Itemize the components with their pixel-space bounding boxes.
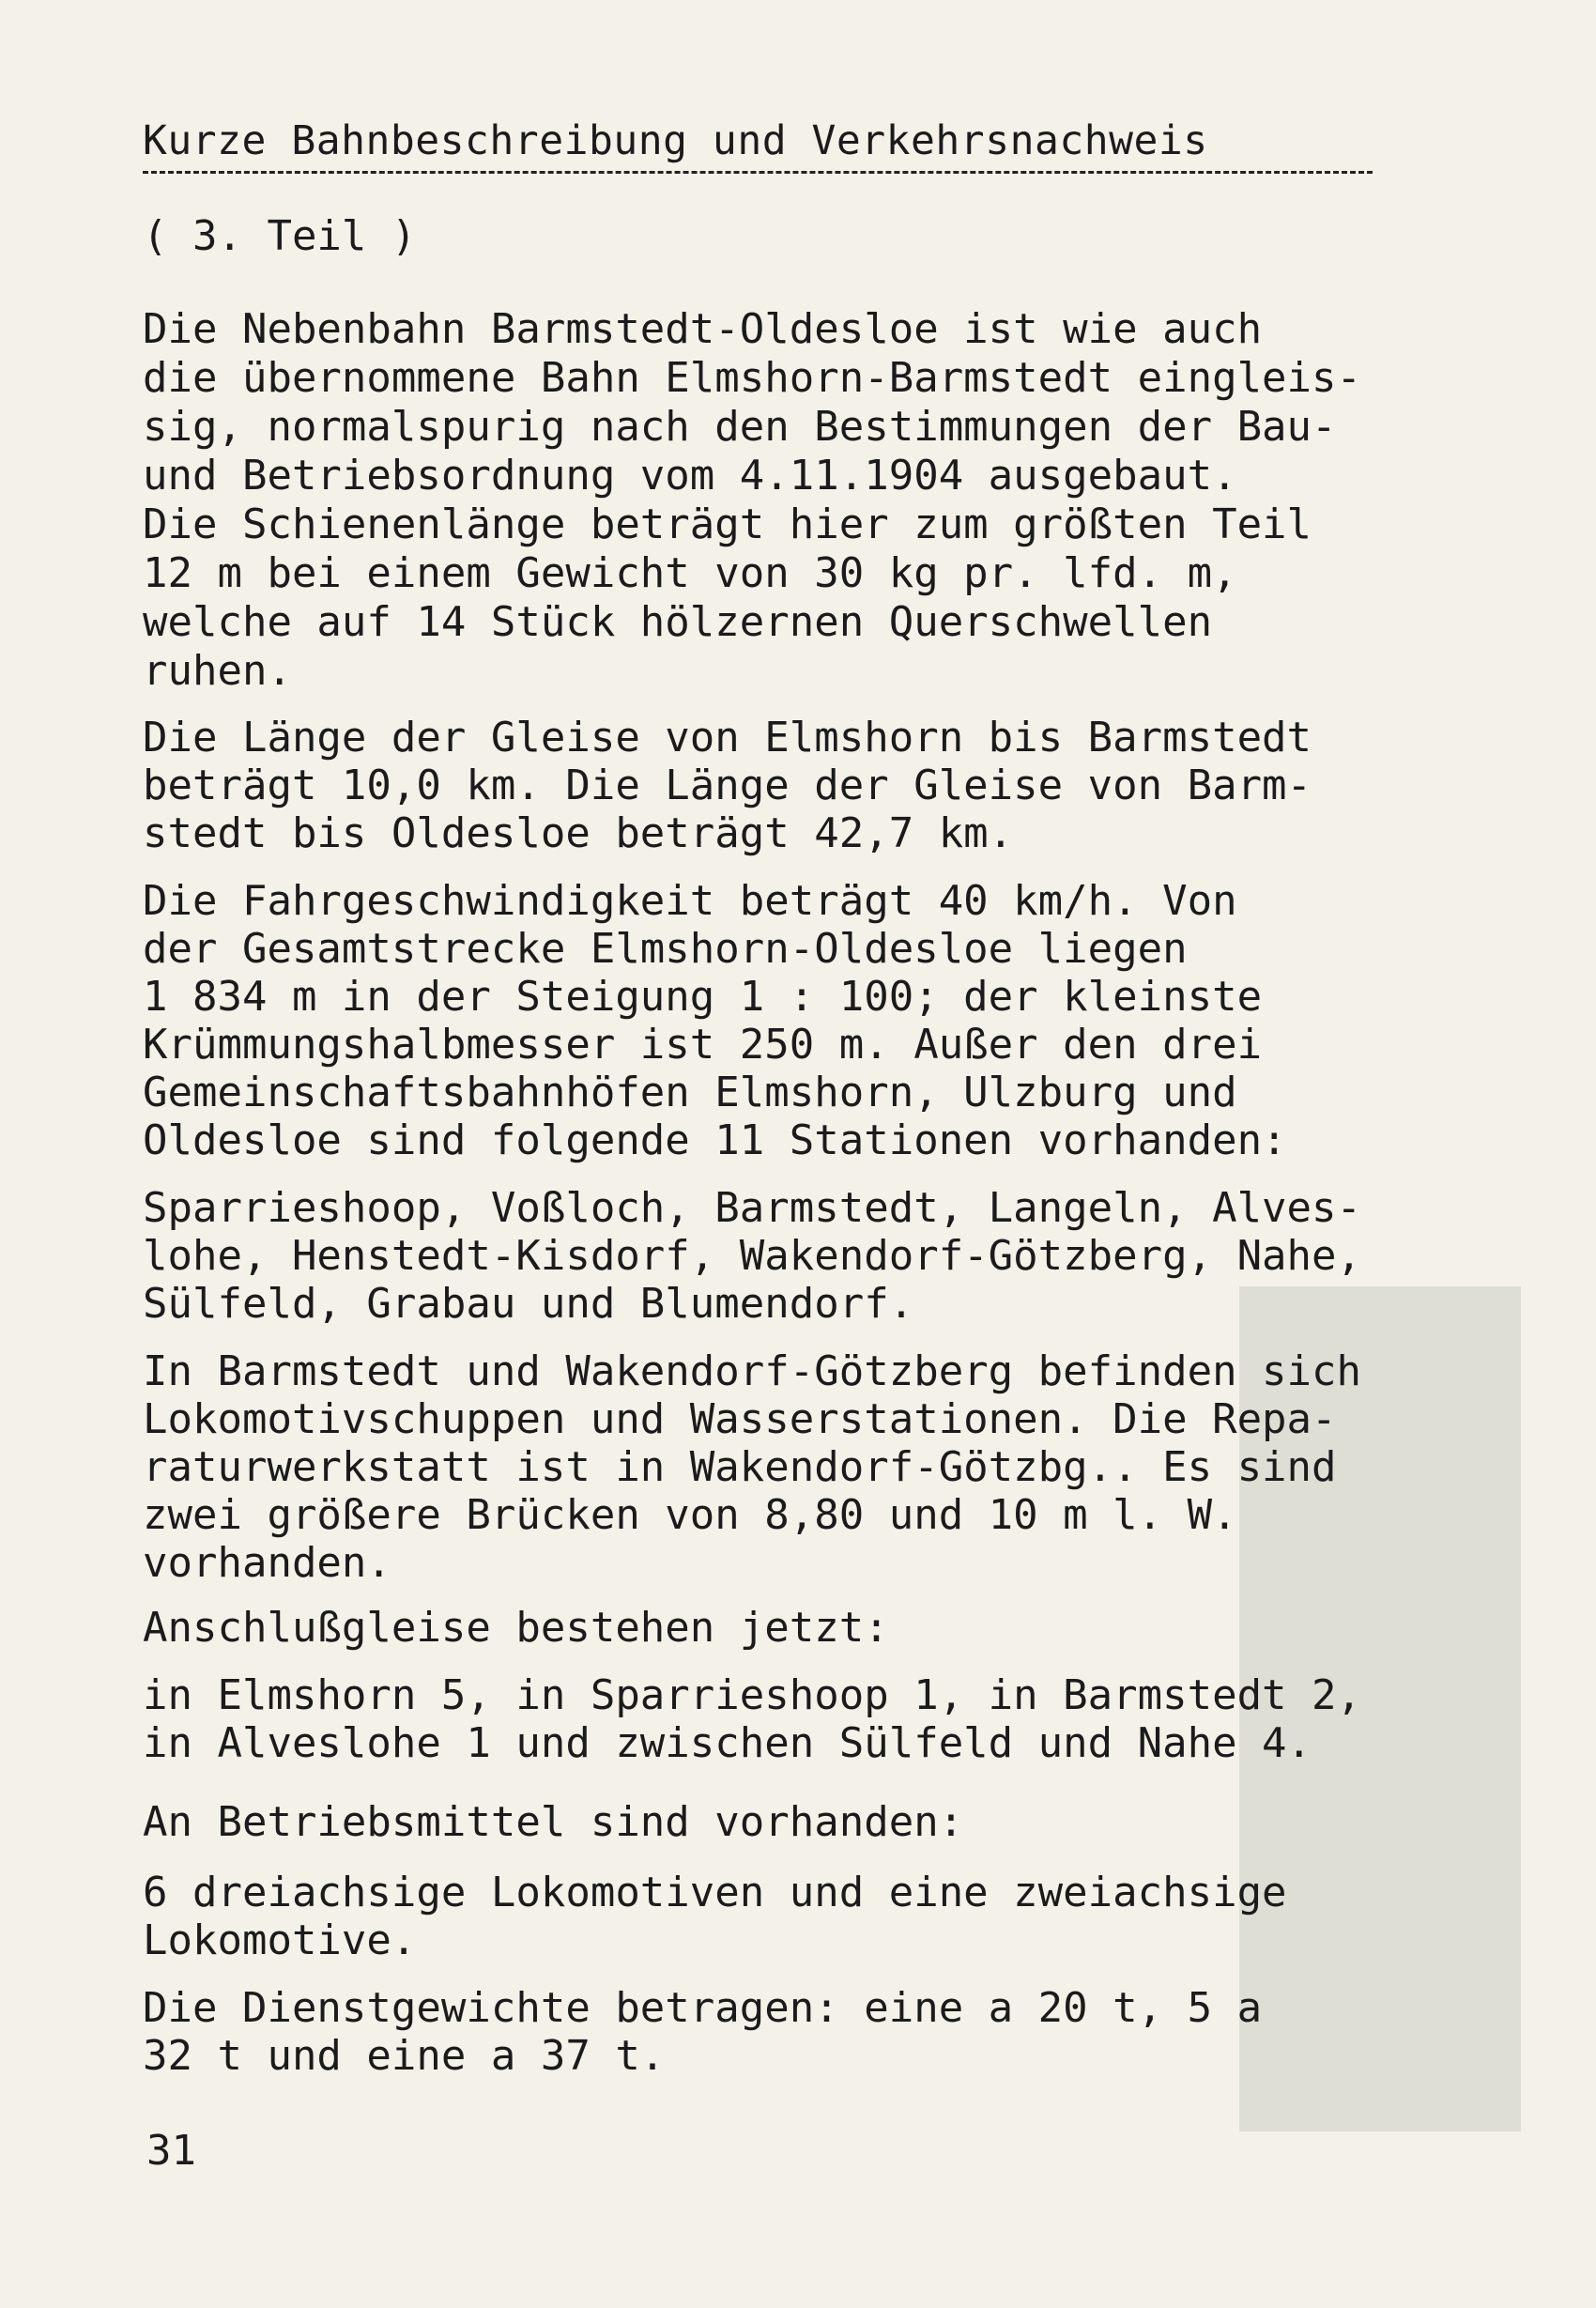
paragraph-1-line-6: 12 m bei einem Gewicht von 30 kg pr. lfd. m, [143,549,1237,597]
paragraph-8-line-1: An Betriebsmittel sind vorhanden: [143,1798,964,1846]
paragraph-7-line-1: in Elmshorn 5, in Sparrieshoop 1, in Barmstedt 2, [143,1671,1362,1719]
paragraph-1-line-4: und Betriebsordnung vom 4.11.1904 ausgebaut. [143,452,1237,500]
paragraph-3-line-6: Oldesloe sind folgende 11 Stationen vorhanden: [143,1116,1287,1164]
paragraph-10-line-1: Die Dienstgewichte betragen: eine a 20 t, 5 a [143,1984,1263,2032]
paragraph-5-line-2: Lokomotivschuppen und Wasserstationen. Die Repa- [143,1395,1337,1443]
paragraph-3-line-3: 1 834 m in der Steigung 1 : 100; der kleinste [143,973,1263,1021]
paragraph-1-line-7: welche auf 14 Stück hölzernen Querschwellen [143,598,1213,646]
paragraph-1-line-5: Die Schienenlänge beträgt hier zum größten Teil [143,500,1312,548]
paragraph-10-line-2: 32 t und eine a 37 t. [143,2032,666,2080]
paragraph-1-line-3: sig, normalspurig nach den Bestimmungen der Bau- [143,403,1337,451]
paragraph-5-line-3: raturwerkstatt ist in Wakendorf-Götzbg.. Es sind [143,1443,1337,1491]
paragraph-4-line-1: Sparrieshoop, Voßloch, Barmstedt, Langeln, Alves- [143,1184,1362,1232]
paragraph-6-line-1: Anschlußgleise bestehen jetzt: [143,1604,889,1652]
paragraph-3-line-1: Die Fahrgeschwindigkeit beträgt 40 km/h. Von [143,877,1237,925]
paragraph-4-line-3: Sülfeld, Grabau und Blumendorf. [143,1280,914,1328]
page-title: Kurze Bahnbeschreibung und Verkehrsnachweis [143,117,1208,164]
paragraph-5-line-1: In Barmstedt und Wakendorf-Götzberg befinden sich [143,1347,1362,1395]
paragraph-1-line-8: ruhen. [143,647,292,695]
paragraph-2-line-3: stedt bis Oldesloe beträgt 42,7 km. [143,809,1014,857]
paragraph-1-line-1: Die Nebenbahn Barmstedt-Oldesloe ist wie auch [143,305,1263,353]
paragraph-3-line-4: Krümmungshalbmesser ist 250 m. Außer den drei [143,1021,1263,1069]
paragraph-9-line-2: Lokomotive. [143,1916,417,1964]
paragraph-2-line-2: beträgt 10,0 km. Die Länge der Gleise von Barm- [143,762,1312,809]
paragraph-5-line-4: zwei größere Brücken von 8,80 und 10 m l. W. [143,1491,1237,1539]
paragraph-5-line-5: vorhanden. [143,1539,391,1587]
paragraph-3-line-2: der Gesamtstrecke Elmshorn-Oldesloe liegen [143,925,1188,973]
paragraph-2-line-1: Die Länge der Gleise von Elmshorn bis Barmstedt [143,714,1312,762]
paragraph-3-line-5: Gemeinschaftsbahnhöfen Elmshorn, Ulzburg und [143,1069,1237,1116]
title-underline [143,171,1373,174]
part-label: ( 3. Teil ) [143,212,417,260]
paragraph-7-line-2: in Alveslohe 1 und zwischen Sülfeld und Nahe 4. [143,1719,1312,1767]
paragraph-1-line-2: die übernommene Bahn Elmshorn-Barmstedt eingleis- [143,354,1362,402]
paragraph-4-line-2: lohe, Henstedt-Kisdorf, Wakendorf-Götzberg, Nahe, [143,1232,1362,1280]
paragraph-9-line-1: 6 dreiachsige Lokomotiven und eine zweiachsige [143,1869,1287,1916]
page-number: 31 [146,2127,196,2175]
